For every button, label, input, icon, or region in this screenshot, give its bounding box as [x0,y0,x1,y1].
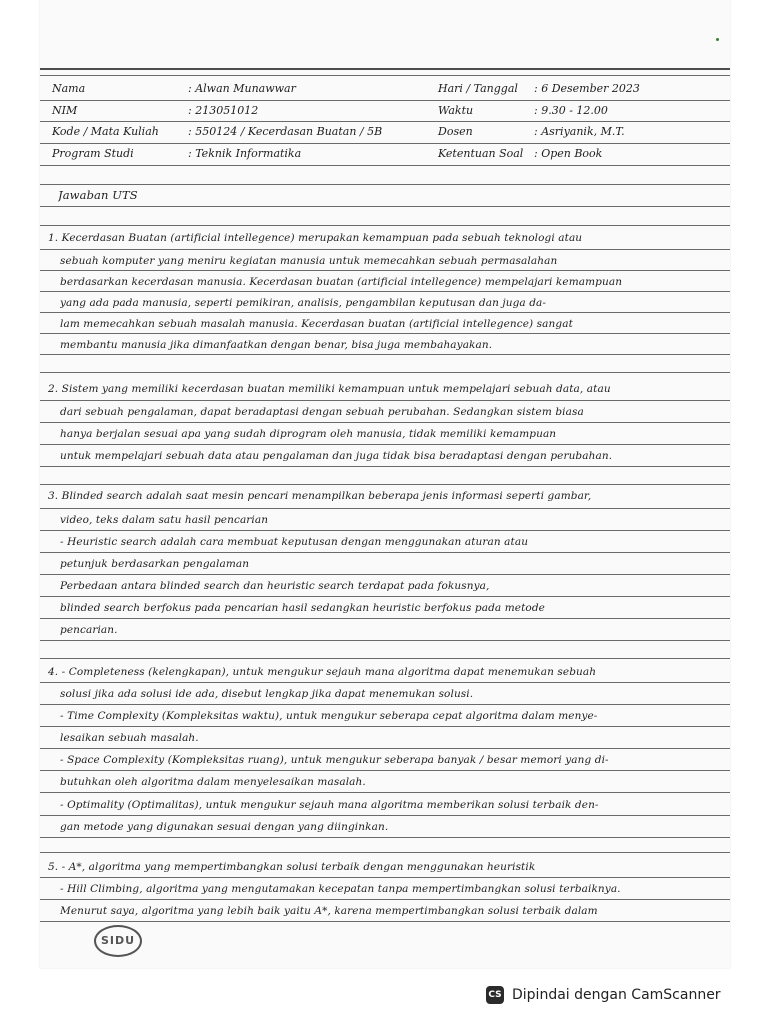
prodi-label: Program Studi [52,147,134,160]
answer-line: blinded search berfokus pada pencarian hasil sedangkan heuristic berfokus pada metode [60,602,545,614]
rule [40,484,730,485]
rule [40,206,730,207]
rule [40,877,730,878]
rule [40,291,730,292]
rule [40,815,730,816]
answer-line: petunjuk berdasarkan pengalaman [60,558,250,570]
rule [40,508,730,509]
rule [40,184,730,185]
rule [40,852,730,853]
answer-line: 2. Sistem yang memiliki kecerdasan buatan memiliki kemampuan untuk mempelajari sebuah data, atau [48,383,611,395]
answer-line: hanya berjalan sesuai apa yang sudah diprogram oleh manusia, tidak memiliki kemampuan [60,428,557,440]
camscanner-label: Dipindai dengan CamScanner [512,987,721,1003]
answer-line: berdasarkan kecerdasan manusia. Kecerdasan buatan (artificial intellegence) mempelajari kemampuan [60,276,623,288]
answer-line: - Optimality (Optimalitas), untuk mengukur sejauh mana algoritma memberikan solusi terbaik den- [60,799,599,811]
answer-line: - Space Complexity (Kompleksitas ruang), untuk mengukur seberapa banyak / besar memori yang di- [60,754,609,766]
rule [40,249,730,250]
answer-line: - Time Complexity (Kompleksitas waktu), untuk mengukur seberapa cepat algoritma dalam menye- [60,710,598,722]
answer-line: - Heuristic search adalah cara membuat keputusan dengan menggunakan aturan atau [60,536,529,548]
kode-value: : 550124 / Kecerdasan Buatan / 5B [188,125,383,138]
nama-label: Nama [52,82,86,95]
scanned-paper-sheet [40,0,730,968]
answer-line: dari sebuah pengalaman, dapat beradaptasi dengan sebuah perubahan. Sedangkan sistem biasa [60,406,584,418]
header-row-1 [40,82,730,100]
hari-label: Hari / Tanggal [438,82,518,95]
rule [40,143,730,144]
answer-line: 4. - Completeness (kelengkapan), untuk mengukur sejauh mana algoritma dapat menemukan sebuah [48,666,597,678]
rule [40,899,730,900]
rule [40,682,730,683]
answer-line: pencarian. [60,624,118,636]
answer-line: solusi jika ada solusi ide ada, disebut lengkap jika dapat menemukan solusi. [60,688,474,700]
answer-line: lesaikan sebuah masalah. [60,732,199,744]
header-row-3 [40,125,730,143]
waktu-label: Waktu [438,104,474,117]
camscanner-icon: CS [486,986,504,1004]
rule [40,552,730,553]
answer-line: butuhkan oleh algoritma dalam menyelesaikan masalah. [60,776,366,788]
answer-line: membantu manusia jika dimanfaatkan dengan benar, bisa juga membahayakan. [60,339,493,351]
rule [40,270,730,271]
rule [40,748,730,749]
nama-value: : Alwan Munawwar [188,82,296,95]
rule [40,333,730,334]
rule [40,530,730,531]
answer-line: - Hill Climbing, algoritma yang mengutamakan kecepatan tanpa mempertimbangkan solusi terbaiknya. [60,883,621,895]
prodi-value: : Teknik Informatika [188,147,302,160]
top-rule [40,68,730,70]
answer-line: lam memecahkan sebuah masalah manusia. Kecerdasan buatan (artificial intellegence) sangat [60,318,573,330]
camscanner-watermark [486,986,721,1004]
rule [40,770,730,771]
rule [40,596,730,597]
rule [40,121,730,122]
nim-label: NIM [52,104,78,117]
answer-line: Perbedaan antara blinded search dan heuristic search terdapat pada fokusnya, [60,580,490,592]
answer-line: untuk mempelajari sebuah data atau pengalaman dan juga tidak bisa beradaptasi dengan perubahan. [60,450,613,462]
answer-line: sebuah komputer yang meniru kegiatan manusia untuk memecahkan sebuah permasalahan [60,255,558,267]
rule [40,165,730,166]
rule [40,100,730,101]
rule [40,312,730,313]
answer-line: 5. - A*, algoritma yang mempertimbangkan solusi terbaik dengan menggunakan heuristik [48,861,536,873]
rule [40,921,730,922]
rule [40,837,730,838]
answer-line: video, teks dalam satu hasil pencarian [60,514,269,526]
rule [40,658,730,659]
ketentuan-value: : Open Book [534,147,603,160]
answer-line: yang ada pada manusia, seperti pemikiran, analisis, pengambilan keputusan dan juga da- [60,297,547,309]
rule [40,444,730,445]
hari-value: : 6 Desember 2023 [534,82,640,95]
rule [40,422,730,423]
rule [40,400,730,401]
rule [40,372,730,373]
header-row-4 [40,147,730,165]
rule [40,225,730,226]
rule [40,574,730,575]
page-title: Jawaban UTS [58,188,138,202]
kode-label: Kode / Mata Kuliah [52,125,159,138]
rule [40,726,730,727]
answer-line: Menurut saya, algoritma yang lebih baik yaitu A*, karena mempertimbangkan solusi terbaik dalam [60,905,598,917]
header-row-2 [40,104,730,122]
ketentuan-label: Ketentuan Soal [438,147,524,160]
answer-line: gan metode yang digunakan sesuai dengan yang diinginkan. [60,821,389,833]
nim-value: : 213051012 [188,104,259,117]
rule [40,640,730,641]
rule [40,618,730,619]
rule [40,704,730,705]
sidu-logo: SIDU [94,925,142,957]
dosen-label: Dosen [438,125,473,138]
scan-speck [716,38,719,41]
dosen-value: : Asriyanik, M.T. [534,125,625,138]
rule [40,466,730,467]
top-rule-double [40,75,730,76]
waktu-value: : 9.30 - 12.00 [534,104,608,117]
answer-line: 3. Blinded search adalah saat mesin pencari menampilkan beberapa jenis informasi seperti gambar, [48,490,592,502]
rule [40,354,730,355]
answer-line: 1. Kecerdasan Buatan (artificial intellegence) merupakan kemampuan pada sebuah teknologi atau [48,232,583,244]
rule [40,792,730,793]
